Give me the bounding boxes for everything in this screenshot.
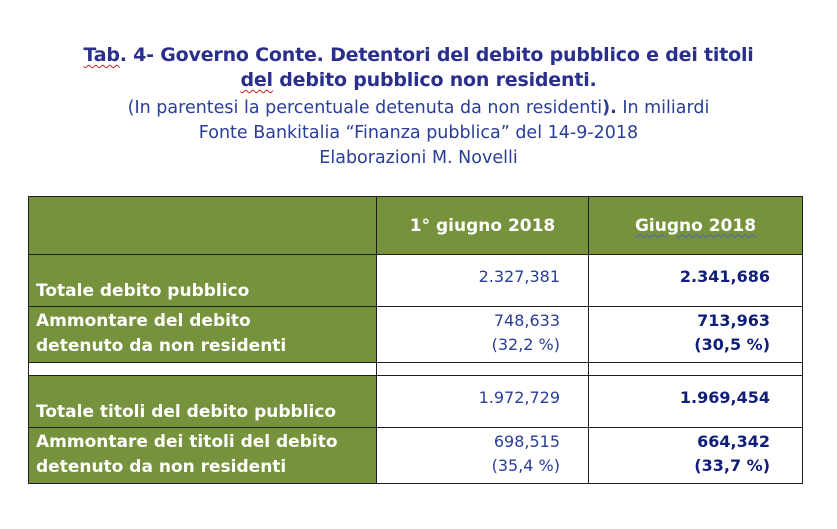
row-label	[29, 307, 377, 363]
row-label-line: Ammontare del debito	[36, 311, 251, 331]
subtitle-author: Elaborazioni M. Novelli	[319, 148, 518, 168]
title-line-1-text: . 4- Governo Conte. Detentori del debito pubblico e dei titoli	[119, 44, 754, 66]
subtitle-note	[0, 96, 837, 121]
row-label-line: detenuto da non residenti	[36, 457, 287, 477]
subtitle-note-tail: In miliardi	[616, 98, 710, 118]
row-label: Totale titoli del debito pubblico	[29, 376, 377, 428]
table-spacer-row	[29, 363, 803, 376]
value-amount: 748,633	[493, 311, 560, 330]
value-june	[589, 428, 803, 484]
table-row-debt-non-residents	[29, 307, 803, 363]
debt-holders-table	[28, 196, 803, 484]
value-june	[589, 307, 803, 363]
value-june-1: 1.972,729	[377, 376, 589, 428]
column-header-june-label: Giugno 2018	[634, 215, 757, 236]
table-row-securities-non-residents	[29, 428, 803, 484]
subtitle-note-bold: ).	[602, 98, 617, 118]
header-blank-cell	[29, 197, 377, 255]
spacer-cell	[29, 363, 377, 376]
value-percent: (30,5 %)	[694, 335, 770, 354]
tab-prefix: Tab	[83, 44, 120, 66]
value-june: 2.341,686	[589, 255, 803, 307]
title-line-2-first-word: del	[240, 69, 273, 91]
value-june-1	[377, 428, 589, 484]
table-title-line-1	[0, 42, 837, 68]
row-label	[29, 428, 377, 484]
column-header-june-1: 1° giugno 2018	[377, 197, 589, 255]
row-label-line: Ammontare dei titoli del debito	[36, 432, 338, 452]
row-label-line: detenuto da non residenti	[36, 336, 287, 356]
value-percent: (33,7 %)	[694, 456, 770, 475]
table-header-row	[29, 197, 803, 255]
value-percent: (35,4 %)	[491, 456, 560, 475]
value-amount: 664,342	[697, 432, 770, 451]
value-june-1	[377, 307, 589, 363]
value-percent: (32,2 %)	[491, 335, 560, 354]
table-row-total-debt	[29, 255, 803, 307]
row-label: Totale debito pubblico	[29, 255, 377, 307]
spacer-cell	[589, 363, 803, 376]
value-june: 1.969,454	[589, 376, 803, 428]
table-row-total-securities	[29, 376, 803, 428]
title-line-2-text: debito pubblico non residenti.	[272, 69, 597, 91]
value-amount: 698,515	[493, 432, 560, 451]
value-june-1: 2.327,381	[377, 255, 589, 307]
spacer-cell	[377, 363, 589, 376]
subtitle-source: Fonte Bankitalia “Finanza pubblica” del 14-9-2018	[198, 123, 639, 143]
subtitle-note-main: (In parentesi la percentuale detenuta da non residenti	[127, 98, 603, 118]
value-amount: 713,963	[697, 311, 770, 330]
column-header-june	[589, 197, 803, 255]
table-title-line-2	[0, 67, 837, 93]
